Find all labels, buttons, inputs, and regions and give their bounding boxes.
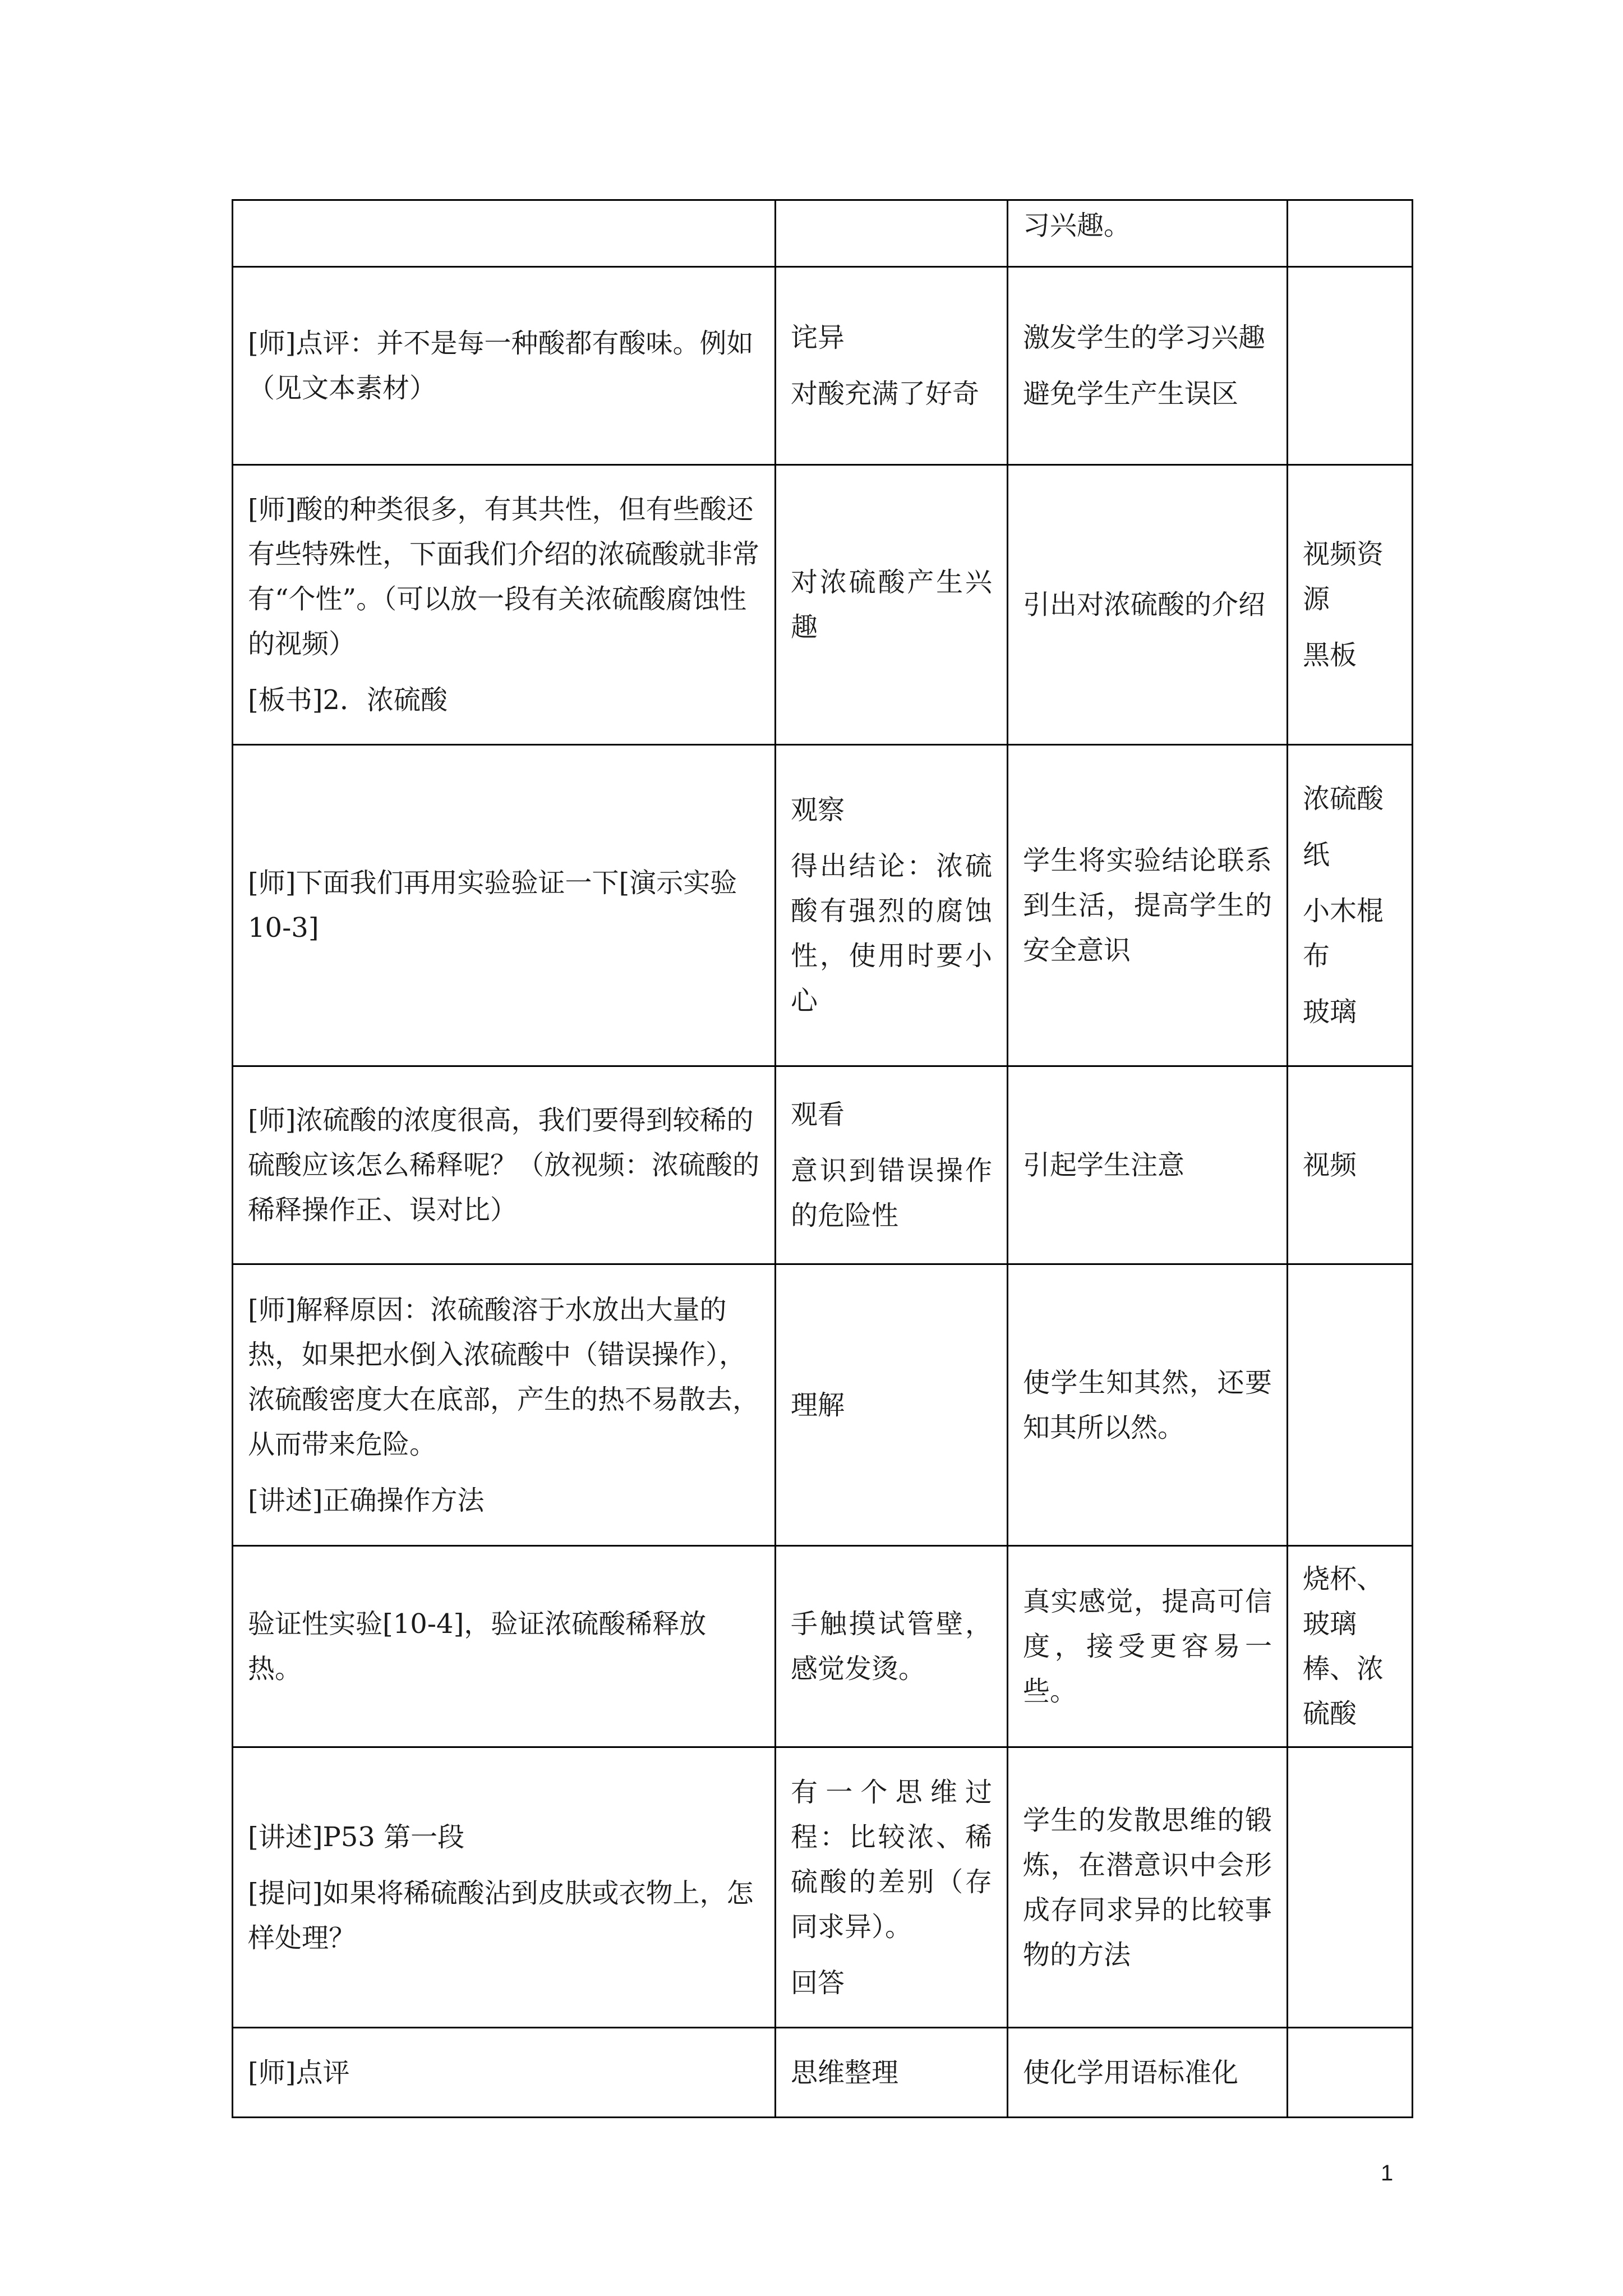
- design-intent-cell: [1008, 267, 1288, 465]
- cell-paragraph: 学生将实验结论联系到生活，提高学生的安全意识: [1023, 845, 1272, 966]
- cell-paragraph: 烧杯、玻璃棒、浓硫酸: [1303, 1563, 1384, 1729]
- cell-paragraph: 手触摸试管壁，感觉发烫。: [791, 1608, 992, 1685]
- teacher-activity-cell: [233, 1546, 776, 1747]
- student-activity-cell: [776, 1264, 1008, 1546]
- cell-paragraph: 玻璃: [1303, 996, 1357, 1028]
- resources-cell: [1288, 1066, 1413, 1264]
- cell-paragraph: 视频资源: [1303, 539, 1384, 615]
- table-row: [233, 1546, 1413, 1747]
- student-activity-cell: [776, 745, 1008, 1066]
- cell-paragraph: [师]解释原因：浓硫酸溶于水放出大量的热，如果把水倒入浓硫酸中（错误操作），浓硫酸密度大在底部，产生的热不易散去，从而带来危险。: [248, 1294, 760, 1460]
- teacher-activity-cell: [233, 1264, 776, 1546]
- cell-paragraph: 诧异: [791, 322, 845, 353]
- teacher-activity-cell: [233, 267, 776, 465]
- design-intent-cell: [1008, 745, 1288, 1066]
- cell-paragraph: 观察: [791, 794, 845, 826]
- cell-paragraph: 得出结论：浓硫酸有强烈的腐蚀性，使用时要小心: [791, 850, 992, 1016]
- resources-cell: [1288, 1747, 1413, 2028]
- resources-cell: [1288, 2028, 1413, 2118]
- student-activity-cell: [776, 1546, 1008, 1747]
- teacher-activity-cell: [233, 2028, 776, 2118]
- table-row: [233, 1747, 1413, 2028]
- cell-paragraph: 浓硫酸: [1303, 783, 1384, 815]
- cell-paragraph: 理解: [791, 1389, 845, 1421]
- design-intent-cell: [1008, 1747, 1288, 2028]
- cell-paragraph: 学生的发散思维的锻炼，在潜意识中会形成存同求异的比较事物的方法: [1023, 1804, 1272, 1971]
- cell-paragraph: 激发学生的学习兴趣: [1023, 322, 1266, 353]
- design-intent-cell: [1008, 1546, 1288, 1747]
- cell-paragraph: 对浓硫酸产生兴趣: [791, 567, 992, 643]
- design-intent-cell: [1008, 200, 1288, 267]
- table-row: [233, 2028, 1413, 2118]
- student-activity-cell: [776, 1066, 1008, 1264]
- table-row: [233, 200, 1413, 267]
- resources-cell: [1288, 200, 1413, 267]
- cell-paragraph: 对酸充满了好奇: [791, 378, 980, 409]
- teacher-activity-cell: [233, 1747, 776, 2028]
- cell-paragraph: 引出对浓硫酸的介绍: [1023, 589, 1266, 620]
- cell-paragraph: 黑板: [1303, 639, 1357, 671]
- cell-paragraph: 真实感觉，提高可信度，接受更容易一些。: [1023, 1586, 1272, 1707]
- cell-paragraph: 小木棍 布: [1303, 895, 1384, 972]
- cell-paragraph: 使化学用语标准化: [1023, 2056, 1239, 2088]
- design-intent-cell: [1008, 465, 1288, 745]
- cell-paragraph: 习兴趣。: [1023, 210, 1131, 241]
- cell-paragraph: [讲述]P53 第一段: [248, 1821, 465, 1853]
- cell-paragraph: [师]浓硫酸的浓度很高，我们要得到较稀的硫酸应该怎么稀释呢？（放视频：浓硫酸的稀释操作正、误对比）: [248, 1105, 760, 1226]
- lesson-plan-table-body: [233, 200, 1413, 2118]
- cell-paragraph: [板书]2．浓硫酸: [248, 684, 448, 716]
- resources-cell: [1288, 267, 1413, 465]
- resources-cell: [1288, 745, 1413, 1066]
- student-activity-cell: [776, 465, 1008, 745]
- resources-cell: [1288, 1546, 1413, 1747]
- cell-paragraph: 思维整理: [791, 2056, 899, 2088]
- table-row: [233, 465, 1413, 745]
- student-activity-cell: [776, 2028, 1008, 2118]
- resources-cell: [1288, 465, 1413, 745]
- page-number: 1: [1381, 2161, 1394, 2185]
- cell-paragraph: [师]点评：并不是每一种酸都有酸味。例如（见文本素材）: [248, 328, 754, 404]
- cell-paragraph: 使学生知其然，还要知其所以然。: [1023, 1366, 1272, 1443]
- design-intent-cell: [1008, 1264, 1288, 1546]
- teacher-activity-cell: [233, 200, 776, 267]
- cell-paragraph: 避免学生产生误区: [1023, 378, 1239, 409]
- cell-paragraph: [提问]如果将稀硫酸沾到皮肤或衣物上，怎样处理？: [248, 1877, 754, 1954]
- resources-cell: [1288, 1264, 1413, 1546]
- cell-paragraph: 观看: [791, 1099, 845, 1130]
- cell-paragraph: 有一个思维过程：比较浓、稀硫酸的差别（存同求异）。: [791, 1776, 992, 1943]
- cell-paragraph: 引起学生注意: [1023, 1149, 1185, 1181]
- cell-paragraph: 视频: [1303, 1149, 1357, 1181]
- cell-paragraph: [师]酸的种类很多，有其共性，但有些酸还有些特殊性，下面我们介绍的浓硫酸就非常有“个性”。（可以放一段有关浓硫酸腐蚀性的视频）: [248, 494, 760, 660]
- cell-paragraph: [师]点评: [248, 2056, 350, 2088]
- design-intent-cell: [1008, 2028, 1288, 2118]
- table-row: [233, 1066, 1413, 1264]
- cell-paragraph: 回答: [791, 1967, 845, 1999]
- teacher-activity-cell: [233, 465, 776, 745]
- student-activity-cell: [776, 267, 1008, 465]
- table-row: [233, 745, 1413, 1066]
- teacher-activity-cell: [233, 1066, 776, 1264]
- cell-paragraph: [讲述]正确操作方法: [248, 1484, 485, 1516]
- cell-paragraph: 纸: [1303, 839, 1330, 871]
- table-row: [233, 1264, 1413, 1546]
- lesson-plan-table: [232, 199, 1413, 2118]
- cell-paragraph: [师]下面我们再用实验验证一下[演示实验 10-3]: [248, 867, 737, 944]
- teacher-activity-cell: [233, 745, 776, 1066]
- table-row: [233, 267, 1413, 465]
- cell-paragraph: 意识到错误操作的危险性: [791, 1155, 992, 1231]
- cell-paragraph: 验证性实验[10-4]，验证浓硫酸稀释放热。: [248, 1608, 707, 1685]
- student-activity-cell: [776, 1747, 1008, 2028]
- design-intent-cell: [1008, 1066, 1288, 1264]
- student-activity-cell: [776, 200, 1008, 267]
